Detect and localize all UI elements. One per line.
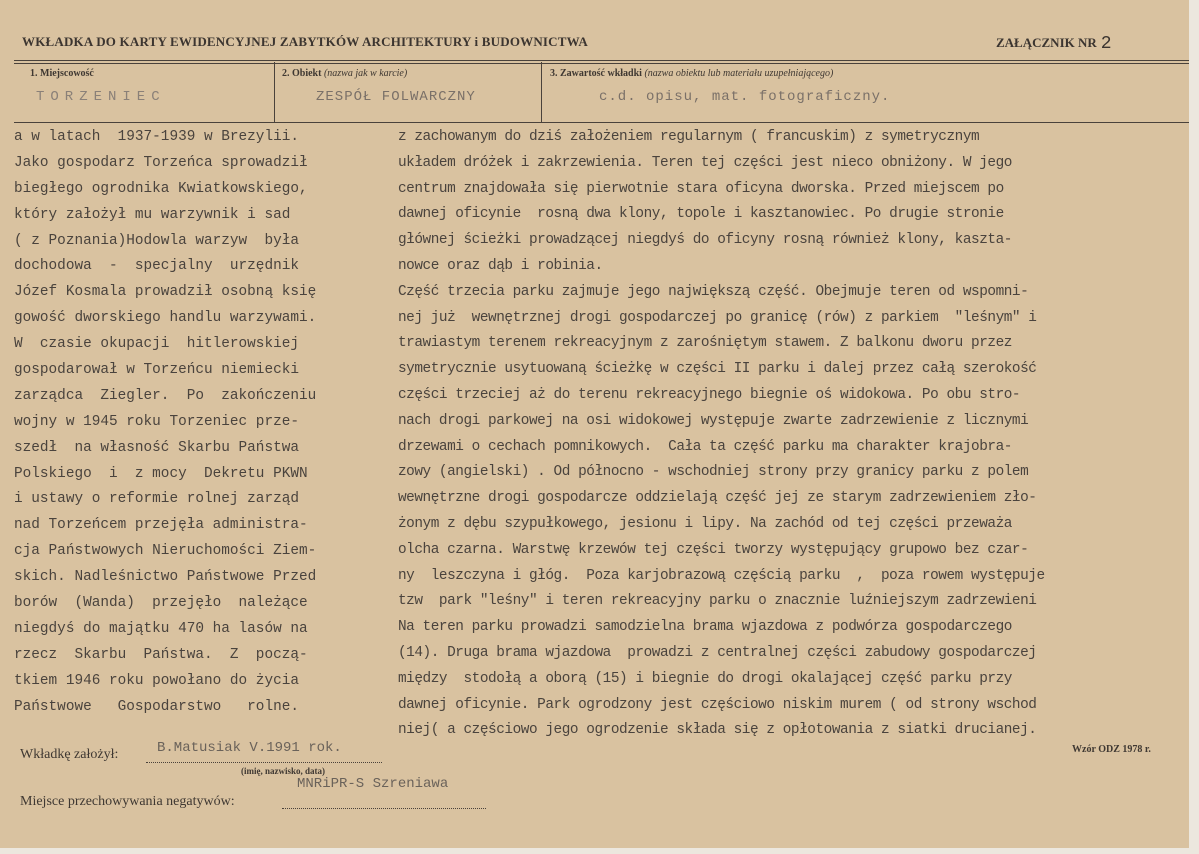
page-edge-right [1189, 0, 1199, 854]
author-line [146, 762, 382, 763]
locality-value: TORZENIEC [36, 89, 166, 105]
text-line: zarządca Ziegler. Po zakończeniu [14, 387, 317, 404]
header-rule-top [14, 60, 1189, 61]
text-line: Część trzecia parku zajmuje jego największą część. Obejmuje teren od wspomni- [398, 283, 1029, 300]
object-label [282, 68, 407, 79]
text-line: który założył mu warzywnik i sad [14, 206, 291, 223]
contents-label [550, 68, 833, 79]
text-line: Państwowe Gospodarstwo rolne. [14, 698, 299, 715]
annex-label [996, 33, 1112, 53]
text-line: niej( a częściowo jego ogrodzenie składa się z opłotowania z siatki drucianej. [398, 722, 1037, 739]
text-line: szedł na własność Skarbu Państwa [14, 439, 299, 456]
text-line: olcha czarna. Warstwę krzewów tej części tworzy występujący grupowo bez czar- [398, 541, 1029, 558]
text-line: i ustawy o reformie rolnej zarząd [14, 491, 299, 508]
text-line: wojny w 1945 roku Torzeniec prze- [14, 413, 299, 430]
text-line: cja Państwowych Nieruchomości Ziem- [14, 543, 317, 560]
text-line: W czasie okupacji hitlerowskiej [14, 336, 299, 353]
text-line: biegłego ogrodnika Kwiatkowskiego, [14, 180, 308, 197]
text-line: borów (Wanda) przejęło należące [14, 595, 308, 612]
left-text-column [14, 125, 378, 720]
text-line: skich. Nadleśnictwo Państwowe Przed [14, 569, 317, 586]
text-line: dawnej oficynie. Park ogrodzony jest częściowo niskim murem ( od strony wschod [398, 696, 1037, 713]
text-line: gospodarował w Torzeńcu niemiecki [14, 362, 299, 379]
text-line: ( z Poznania)Hodowla warzyw była [14, 232, 299, 249]
contents-label-hint: (nazwa obiektu lub materiału uzupełniającego) [644, 68, 834, 79]
field-divider-1 [274, 62, 275, 122]
text-line: zowy (angielski) . Od północno - wschodniej strony przy granicy parku z polem [398, 464, 1029, 481]
field-divider-2 [541, 62, 542, 122]
text-line: Polskiego i z mocy Dekretu PKWN [14, 465, 308, 482]
text-line: (14). Druga brama wjazdowa prowadzi z centralnej części zabudowy gospodarczej [398, 644, 1037, 661]
contents-value: c.d. opisu, mat. fotograficzny. [599, 89, 891, 105]
text-line: nowce oraz dąb i robinia. [398, 257, 603, 274]
right-text-column [398, 125, 1190, 744]
locality-label: 1. Miejscowość [30, 68, 94, 79]
object-label-hint: (nazwa jak w karcie) [323, 68, 408, 79]
header-rule-top-double [14, 63, 1189, 64]
text-line: a w latach 1937-1939 w Brezylii. [14, 129, 299, 145]
document-title: WKŁADKA DO KARTY EWIDENCYJNEJ ZABYTKÓW ARCHITEKTURY i BUDOWNICTWA [22, 34, 588, 49]
text-line: części trzeciej aż do terenu rekreacyjnego biegnie oś widokowa. Po obu stro- [398, 386, 1021, 403]
storage-label: Miejsce przechowywania negatywów: [20, 794, 235, 809]
page-edge-bottom [0, 848, 1199, 854]
template-mark: Wzór ODZ 1978 r. [1072, 744, 1151, 755]
text-line: niegdyś do majątku 470 ha lasów na [14, 620, 308, 637]
text-line: Józef Kosmala prowadził osobną księ [14, 284, 317, 301]
contents-label-text: 3. Zawartość wkładki [550, 68, 642, 79]
text-line: Na teren parku prowadzi samodzielna brama wjazdowa z podwórza gospodarczego [398, 619, 1012, 636]
object-value: ZESPÓŁ FOLWARCZNY [316, 89, 476, 105]
annex-label-text: ZAŁĄCZNIK NR [996, 35, 1097, 50]
header-rule-bottom [14, 122, 1189, 123]
text-line: między stodołą a oborą (15) i biegnie do drogi okalającej część parku przy [398, 670, 1012, 687]
text-line: symetrycznie usytuowaną ścieżkę w części II parku i dalej przez całą szerokość [398, 361, 1037, 378]
author-value: B.Matusiak V.1991 rok. [157, 740, 342, 756]
text-line: głównej ścieżki prowadzącej niegdyś do oficyny rosną również klony, kaszta- [398, 232, 1012, 249]
text-line: Jako gospodarz Torzeńca sprowadził [14, 154, 308, 171]
text-line: dawnej oficynie rosną dwa klony, topole i kasztanowiec. Po drugie stronie [398, 206, 1004, 223]
text-line: tkiem 1946 roku powołano do życia [14, 672, 299, 689]
text-line: żonym z dębu szypułkowego, jesionu i lipy. Na zachód od tej części przeważa [398, 515, 1012, 532]
text-line: trawiastym terenem rekreacyjnym z zarośniętym stawem. Z balkonu dworu przez [398, 335, 1012, 352]
text-line: wewnętrzne drogi gospodarcze oddzielają część jej ze starym zadrzewieniem zło- [398, 490, 1037, 507]
text-line: centrum znajdowała się pierwotnie stara oficyna dworska. Przed miejscem po [398, 180, 1004, 197]
text-line: układem dróżek i zakrzewienia. Teren tej części jest nieco obniżony. W jego [398, 154, 1012, 171]
storage-value: MNRiPR-S Szreniawa [297, 776, 449, 792]
text-line: rzecz Skarbu Państwa. Z począ- [14, 646, 308, 663]
text-line: ny leszczyna i głóg. Poza karjobrazową częścią parku , poza rowem występuje [398, 567, 1045, 584]
text-line: nej już wewnętrznej drogi gospodarczej po granicę (rów) z parkiem "leśnym" i [398, 309, 1037, 326]
text-line: nad Torzeńcem przejęła administra- [14, 517, 308, 534]
text-line: gowość dworskiego handlu warzywami. [14, 310, 317, 327]
text-line: tzw park "leśny" i teren rekreacyjny parku o znacznie luźniejszym zadrzewieni [398, 593, 1037, 610]
text-line: drzewami o cechach pomnikowych. Cała ta część parku ma charakter krajobra- [398, 438, 1012, 455]
text-line: z zachowanym do dziś założeniem regularnym ( francuskim) z symetrycznym [398, 129, 980, 145]
text-line: dochodowa - specjalny urzędnik [14, 258, 299, 275]
author-label: Wkładkę założył: [20, 747, 119, 762]
author-hint: (imię, nazwisko, data) [241, 766, 325, 776]
annex-number: 2 [1100, 34, 1112, 54]
storage-line [282, 808, 486, 809]
object-label-text: 2. Obiekt [282, 68, 322, 79]
text-line: nach drogi parkowej na osi widokowej występuje zwarte zadrzewienie z licznymi [398, 412, 1029, 429]
